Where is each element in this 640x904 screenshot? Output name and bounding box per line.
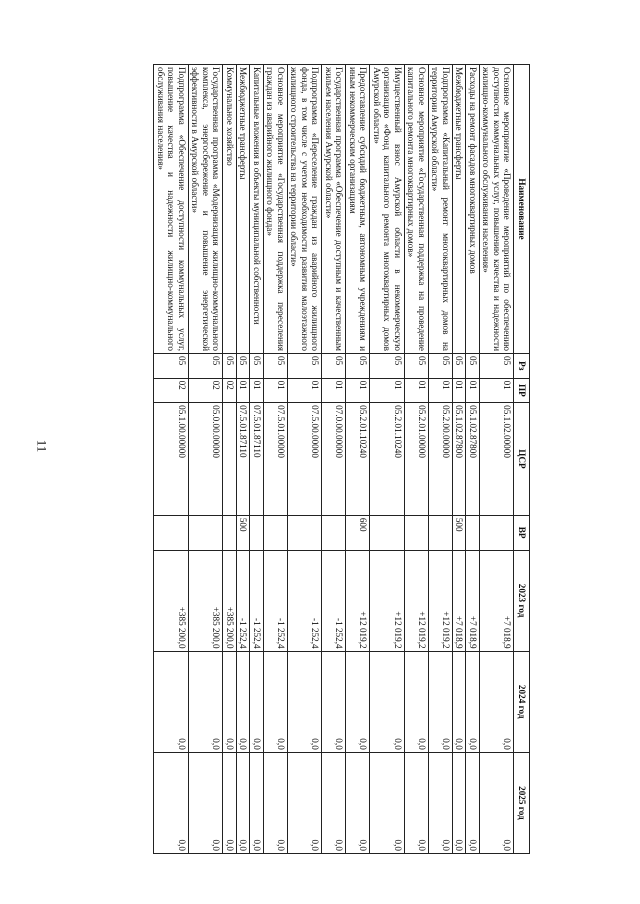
- cell-pr: 01: [429, 378, 453, 403]
- cell-y2023: +7 018,9: [480, 550, 515, 651]
- cell-rz: 05: [453, 354, 467, 379]
- cell-y2025: 0,0: [346, 752, 370, 853]
- cell-rz: 05: [322, 354, 346, 379]
- cell-pr: 01: [346, 378, 370, 403]
- cell-csr: 05.1.02.00000: [480, 403, 515, 516]
- cell-y2025: 0,0: [264, 752, 288, 853]
- table-row: [250, 65, 264, 854]
- cell-name: Основное мероприятие «Проведение мероприятий по обеспечению доступности коммунальных услуг, повышению качества и надежности жилищно-коммунального обслуживания населения»: [480, 65, 515, 354]
- cell-y2025: 0,0: [480, 752, 515, 853]
- cell-pr: 02: [154, 378, 189, 403]
- cell-name: Подпрограмма «Переселение граждан из аварийного жилищного фонда, в том числе с учетом необходимости развития малоэтажного жилищного строительства на территории области»: [288, 65, 323, 354]
- cell-y2024: 0,0: [322, 651, 346, 752]
- cell-y2023: -1 252,4: [237, 550, 251, 651]
- cell-pr: 01: [288, 378, 323, 403]
- cell-name: Основное мероприятие «Государственная поддержка на проведение капитального ремонта многоквартирных домов»: [405, 65, 429, 354]
- cell-vr: [250, 515, 264, 550]
- cell-pr: 02: [189, 378, 224, 403]
- cell-csr: 05.1.02.87800: [466, 403, 480, 516]
- cell-y2024: 0,0: [237, 651, 251, 752]
- cell-vr: [429, 515, 453, 550]
- cell-name: Капитальные вложения в объекты муниципальной собственности: [250, 65, 264, 354]
- cell-pr: 01: [370, 378, 405, 403]
- cell-y2023: +12 019,2: [370, 550, 405, 651]
- header-csr: ЦСР: [514, 403, 530, 516]
- cell-y2023: +12 019,2: [346, 550, 370, 651]
- table-row: [154, 65, 189, 854]
- cell-vr: [154, 515, 189, 550]
- cell-vr: [322, 515, 346, 550]
- cell-y2024: 0,0: [466, 651, 480, 752]
- cell-pr: 01: [453, 378, 467, 403]
- cell-csr: 05.1.00.00000: [154, 403, 189, 516]
- cell-y2025: 0,0: [250, 752, 264, 853]
- cell-y2023: -1 252,4: [288, 550, 323, 651]
- cell-y2023: -1 252,4: [264, 550, 288, 651]
- cell-vr: 600: [346, 515, 370, 550]
- table-row: [466, 65, 480, 854]
- cell-name: Расходы на ремонт фасадов многоквартирных домов: [466, 65, 480, 354]
- cell-vr: [466, 515, 480, 550]
- cell-vr: [264, 515, 288, 550]
- cell-y2024: 0,0: [346, 651, 370, 752]
- cell-y2025: 0,0: [405, 752, 429, 853]
- cell-pr: 02: [223, 378, 237, 403]
- cell-name: Межбюджетные трансферты: [453, 65, 467, 354]
- cell-csr: 07.5.01.87110: [250, 403, 264, 516]
- cell-y2025: 0,0: [453, 752, 467, 853]
- cell-rz: 05: [264, 354, 288, 379]
- cell-rz: 05: [154, 354, 189, 379]
- cell-rz: 05: [466, 354, 480, 379]
- cell-rz: 05: [429, 354, 453, 379]
- cell-y2024: 0,0: [154, 651, 189, 752]
- table-row: [453, 65, 467, 854]
- cell-y2025: 0,0: [288, 752, 323, 853]
- cell-csr: 05.0.00.00000: [189, 403, 224, 516]
- cell-rz: 05: [288, 354, 323, 379]
- cell-rz: 05: [405, 354, 429, 379]
- cell-name: Основное мероприятие «Государственная поддержка переселения граждан из аварийного жилищного фонда»: [264, 65, 288, 354]
- table-header-row: [514, 65, 530, 854]
- cell-y2023: +12 019,2: [405, 550, 429, 651]
- header-pr: ПР: [514, 378, 530, 403]
- cell-name: Предоставление субсидий бюджетным, автономным учреждениям и иным некоммерческим организациям: [346, 65, 370, 354]
- cell-name: Межбюджетные трансферты: [237, 65, 251, 354]
- cell-vr: 500: [237, 515, 251, 550]
- cell-y2023: +7 018,9: [466, 550, 480, 651]
- cell-pr: 01: [237, 378, 251, 403]
- header-name: Наименование: [514, 65, 530, 354]
- cell-y2023: -1 252,4: [322, 550, 346, 651]
- cell-y2023: +385 200,0: [154, 550, 189, 651]
- table-row: [370, 65, 405, 854]
- cell-csr: 05.2.00.00000: [429, 403, 453, 516]
- cell-name: Подпрограмма «Капитальный ремонт многоквартирных домов на территории Амурской области»: [429, 65, 453, 354]
- cell-y2023: -1 252,4: [250, 550, 264, 651]
- table-container: [110, 64, 530, 854]
- cell-name: Государственная программа «Модернизация жилищно-коммунального комплекса, энергосбережение и повышение энергетической эффективности в Амурской области»: [189, 65, 224, 354]
- cell-pr: 01: [250, 378, 264, 403]
- cell-y2025: 0,0: [237, 752, 251, 853]
- table-row: [237, 65, 251, 854]
- cell-vr: 500: [453, 515, 467, 550]
- cell-y2024: 0,0: [480, 651, 515, 752]
- cell-csr: [223, 403, 237, 516]
- cell-csr: 05.2.01.10240: [346, 403, 370, 516]
- cell-pr: 01: [264, 378, 288, 403]
- table-row: [322, 65, 346, 854]
- cell-y2025: 0,0: [466, 752, 480, 853]
- budget-table: [154, 64, 531, 854]
- header-rz: Рз: [514, 354, 530, 379]
- cell-rz: 05: [237, 354, 251, 379]
- table-row: [223, 65, 237, 854]
- table-row: [189, 65, 224, 854]
- cell-pr: 01: [480, 378, 515, 403]
- table-row: [288, 65, 323, 854]
- cell-name: Государственная программа «Обеспечение доступным и качественным жильем населения Амурской области»: [322, 65, 346, 354]
- cell-pr: 01: [405, 378, 429, 403]
- cell-y2025: 0,0: [189, 752, 224, 853]
- table-row: [346, 65, 370, 854]
- cell-csr: 07.0.00.00000: [322, 403, 346, 516]
- header-2024: 2024 год: [514, 651, 530, 752]
- table-row: [429, 65, 453, 854]
- header-vr: ВР: [514, 515, 530, 550]
- cell-y2024: 0,0: [250, 651, 264, 752]
- cell-rz: 05: [250, 354, 264, 379]
- cell-rz: 05: [346, 354, 370, 379]
- cell-y2024: 0,0: [370, 651, 405, 752]
- cell-csr: 07.5.00.00000: [288, 403, 323, 516]
- cell-name: Подпрограмма «Обеспечение доступности коммунальных услуг, повышение качества и надежности жилищно-коммунального обслуживания населения»: [154, 65, 189, 354]
- cell-y2025: 0,0: [322, 752, 346, 853]
- cell-y2024: 0,0: [223, 651, 237, 752]
- cell-y2024: 0,0: [429, 651, 453, 752]
- cell-pr: 01: [466, 378, 480, 403]
- cell-csr: 05.2.01.10240: [370, 403, 405, 516]
- cell-vr: [189, 515, 224, 550]
- cell-y2024: 0,0: [288, 651, 323, 752]
- table-row: [480, 65, 515, 854]
- cell-y2023: +385 200,0: [223, 550, 237, 651]
- cell-rz: 05: [223, 354, 237, 379]
- cell-y2024: 0,0: [453, 651, 467, 752]
- cell-csr: 07.5.01.87110: [237, 403, 251, 516]
- header-2025: 2025 год: [514, 752, 530, 853]
- cell-name: Имущественный взнос Амурской области в некоммерческую организацию «Фонд капитального ремонта многоквартирных домов Амурской области»: [370, 65, 405, 354]
- cell-vr: [405, 515, 429, 550]
- cell-y2025: 0,0: [223, 752, 237, 853]
- cell-csr: 07.5.01.00000: [264, 403, 288, 516]
- cell-vr: [370, 515, 405, 550]
- page-number: 11: [34, 439, 50, 453]
- cell-y2024: 0,0: [189, 651, 224, 752]
- cell-rz: 05: [480, 354, 515, 379]
- cell-y2025: 0,0: [429, 752, 453, 853]
- cell-y2023: +7 018,9: [453, 550, 467, 651]
- cell-y2023: +385 200,0: [189, 550, 224, 651]
- cell-rz: 05: [370, 354, 405, 379]
- cell-name: Коммунальное хозяйство: [223, 65, 237, 354]
- rotated-page: [110, 64, 530, 854]
- cell-pr: 01: [322, 378, 346, 403]
- cell-csr: 05.1.02.87800: [453, 403, 467, 516]
- cell-y2024: 0,0: [264, 651, 288, 752]
- cell-y2025: 0,0: [370, 752, 405, 853]
- cell-vr: [223, 515, 237, 550]
- cell-vr: [480, 515, 515, 550]
- table-row: [405, 65, 429, 854]
- table-row: [264, 65, 288, 854]
- cell-y2023: +12 019,2: [429, 550, 453, 651]
- cell-vr: [288, 515, 323, 550]
- cell-y2024: 0,0: [405, 651, 429, 752]
- cell-rz: 05: [189, 354, 224, 379]
- cell-y2025: 0,0: [154, 752, 189, 853]
- cell-csr: 05.2.01.00000: [405, 403, 429, 516]
- header-2023: 2023 год: [514, 550, 530, 651]
